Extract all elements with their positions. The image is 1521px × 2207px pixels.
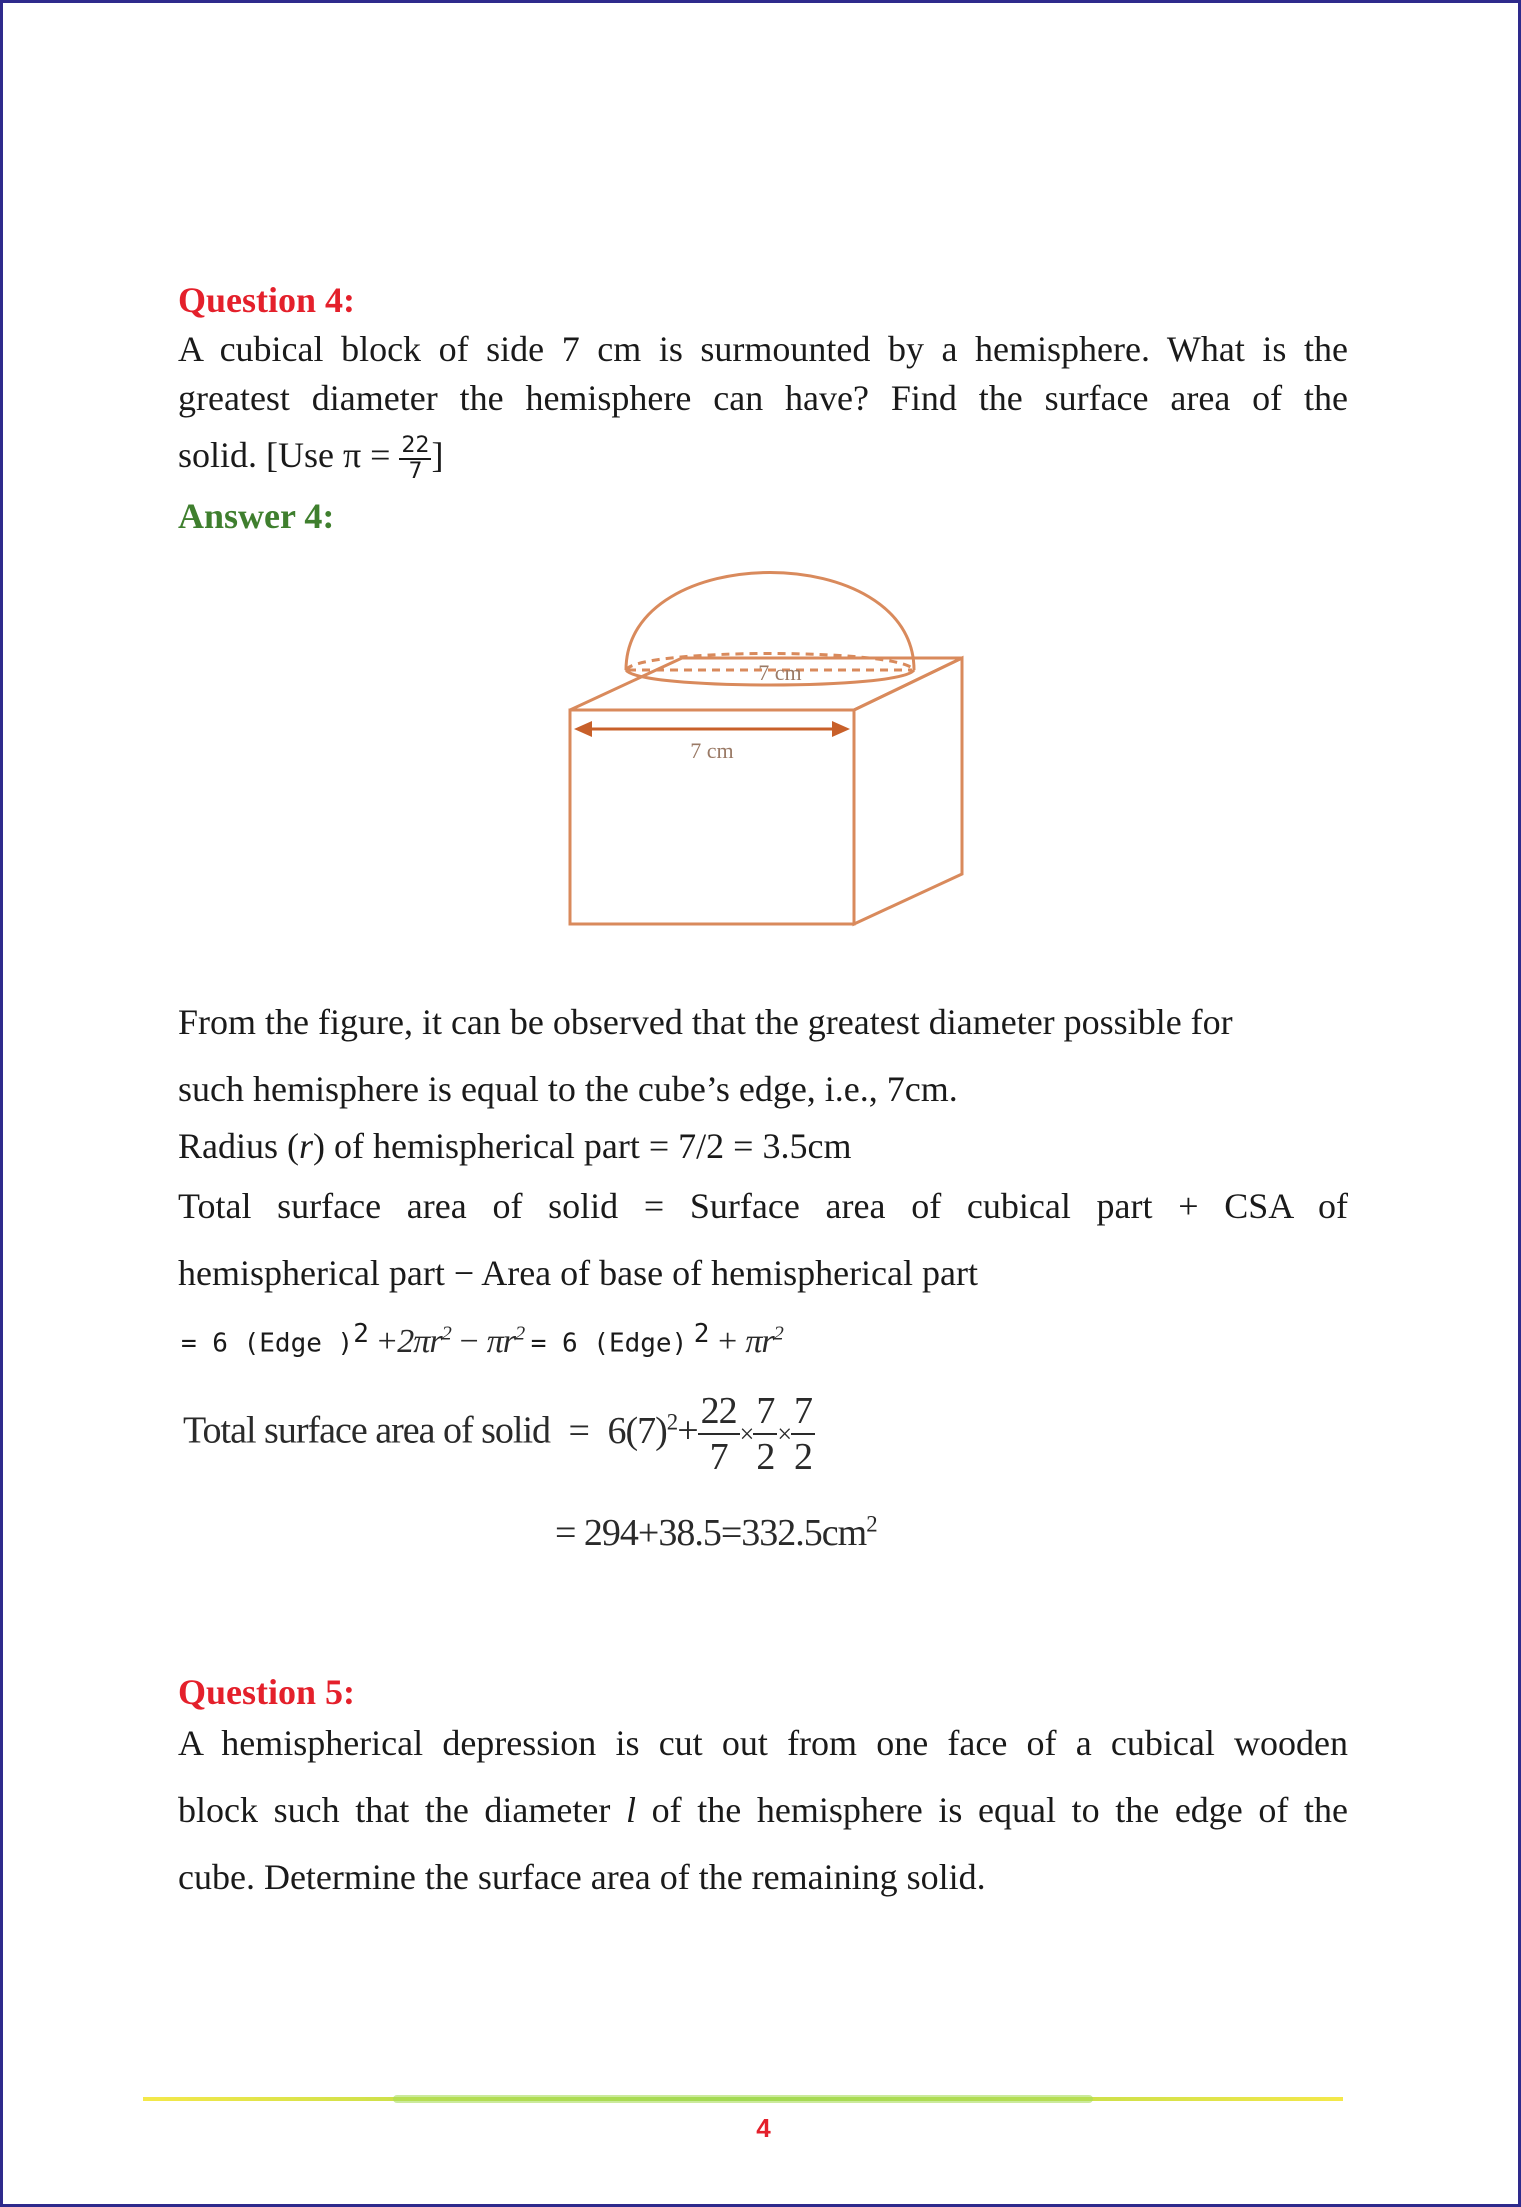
answer-4-para-line-2: such hemisphere is equal to the cube’s edge, i.e., 7cm.	[178, 1069, 958, 1109]
hemisphere-dome	[626, 573, 914, 671]
tsa-statement	[178, 1173, 1348, 1307]
hemisphere-diameter-label: 7 cm	[758, 660, 802, 685]
calc-times-2: ×	[777, 1419, 791, 1449]
edge-arrow-right-head	[832, 721, 850, 737]
radius-variable: r	[299, 1126, 314, 1166]
calc-fraction-7-2-b: $\frac{7}{2}$	[791, 1389, 815, 1479]
radius-suffix: ) of hemispherical part = 7/2 = 3.5cm	[313, 1126, 852, 1166]
question-5-line-3: cube. Determine the surface area of the remaining solid.	[178, 1857, 986, 1897]
pi-numerator: 22	[401, 432, 430, 458]
question-4-pi-suffix: ]	[431, 435, 444, 475]
calc-label: Total surface area of solid	[183, 1409, 551, 1452]
question-4-heading: Question 4:	[178, 280, 356, 320]
tsa-calculation	[183, 1389, 815, 1479]
question-4-line-3	[178, 431, 1348, 484]
formula-exp-4: 2	[693, 1319, 710, 1349]
question-5-line-1: A hemispherical depression is cut out from one face of a cubical wooden	[178, 1723, 1348, 1763]
page-number: 4	[756, 2113, 771, 2143]
formula-line	[181, 1319, 783, 1361]
footer-divider	[143, 2093, 1343, 2107]
question-5-heading: Question 5:	[178, 1672, 356, 1712]
question-4-line-2: greatest diameter the hemisphere can have? Find the surface area of the	[178, 378, 1348, 418]
question-4-pi-prefix: solid. [Use π =	[178, 435, 391, 475]
question-4-text	[178, 325, 1348, 484]
formula-part-4: = 6 (Edge)	[530, 1328, 688, 1359]
answer-4-heading: Answer 4:	[178, 496, 335, 536]
calc-term-1: $6(7)^2$	[607, 1409, 678, 1452]
formula-exp-1: 2	[353, 1319, 369, 1349]
calc-fraction-22-7: $\frac{22}{7}$	[698, 1389, 740, 1479]
question-5-text	[178, 1710, 1348, 1911]
formula-part-1: = 6 (Edge )	[181, 1328, 354, 1359]
question-4-line-1: A cubical block of side 7 cm is surmounted by a hemisphere. What is the	[178, 329, 1348, 369]
question-5-line-2: block such that the diameter l of the hemisphere is equal to the edge of the	[178, 1790, 1348, 1830]
calc-plus: +	[677, 1409, 698, 1452]
cube-hemisphere-figure	[558, 548, 978, 933]
pi-fraction	[399, 434, 431, 484]
cube-side-face	[854, 658, 962, 924]
formula-part-2: $+2\pi r^2$	[375, 1322, 451, 1360]
calc-times-1: ×	[739, 1419, 754, 1449]
formula-part-3: − $\pi r^2$	[457, 1322, 525, 1360]
calc-equals: =	[568, 1409, 589, 1452]
calc-fraction-7-2-a: $\frac{7}{2}$	[753, 1389, 777, 1479]
cube-edge-label: 7 cm	[690, 738, 734, 763]
radius-line	[178, 1121, 1348, 1171]
tsa-result: = $294+38.5=332.5cm^2$	[555, 1511, 877, 1554]
answer-4-explanation	[178, 989, 1348, 1123]
edge-arrow-left-head	[574, 721, 592, 737]
radius-prefix: Radius (	[178, 1126, 299, 1166]
tsa-line-2: hemispherical part − Area of base of hemispherical part	[178, 1253, 978, 1293]
tsa-line-1: Total surface area of solid = Surface area of cubical part + CSA of	[178, 1186, 1348, 1226]
answer-4-para-line-1: From the figure, it can be observed that the greatest diameter possible for	[178, 1002, 1233, 1042]
pi-denominator: 7	[408, 458, 423, 484]
formula-part-5: + $\pi r^2$	[715, 1322, 783, 1360]
